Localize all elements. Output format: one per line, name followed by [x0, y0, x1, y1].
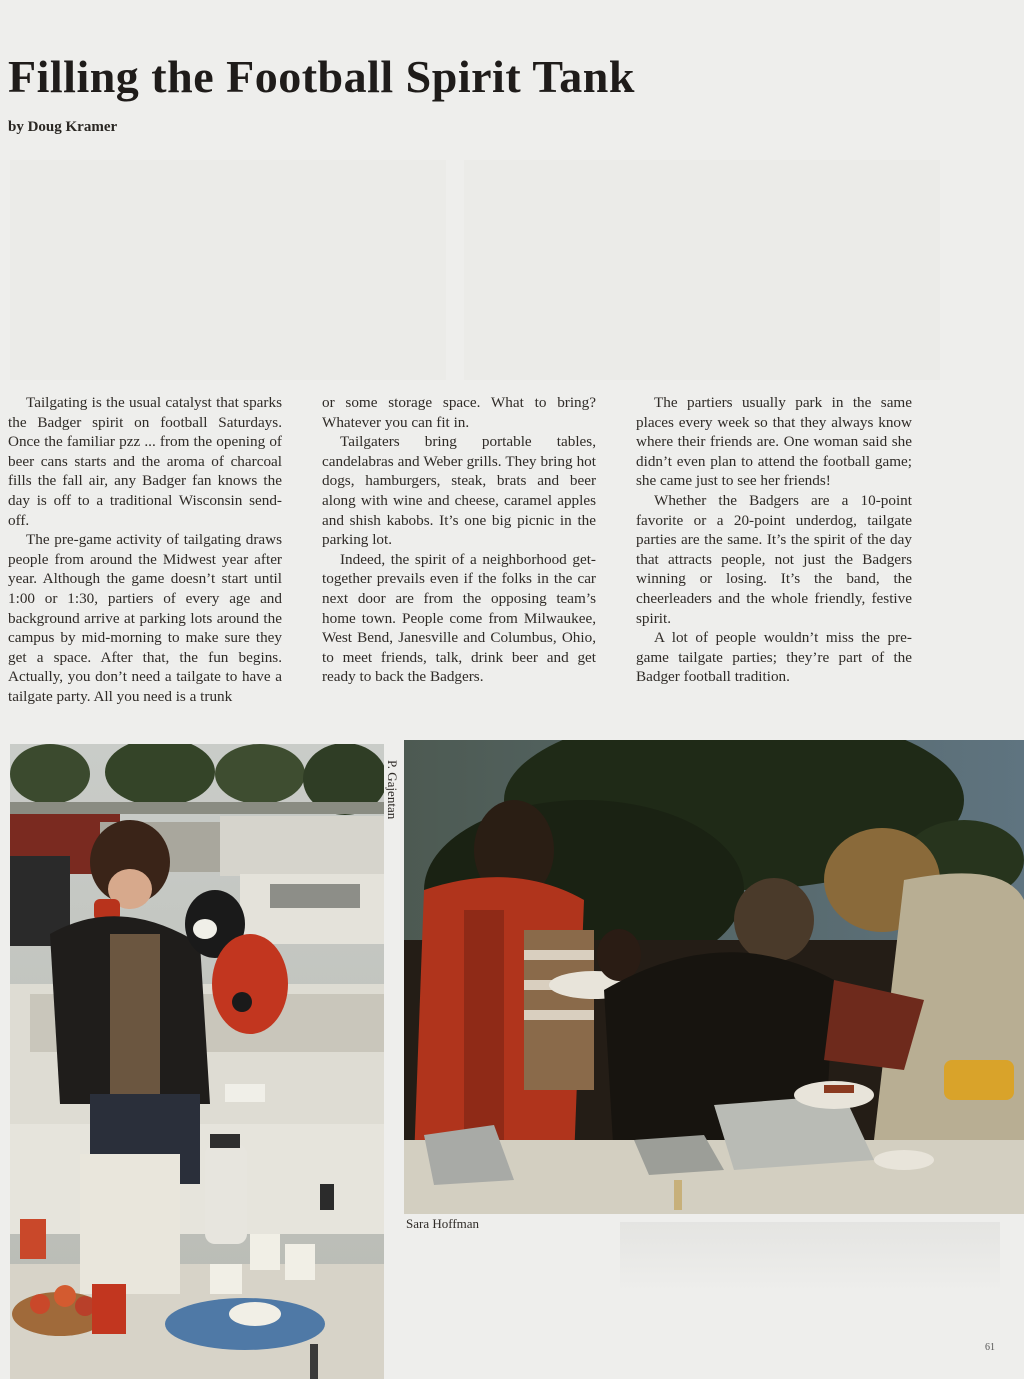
article-title: Filling the Football Spirit Tank — [8, 51, 635, 102]
photo-child-on-tailgate-image — [10, 744, 384, 1379]
paragraph: or some storage space. What to bring? Whatever you can fit in. — [322, 394, 596, 431]
text-column-2 — [322, 393, 596, 687]
photo-credit-left: P. Gajentan — [385, 760, 400, 820]
paragraph: Indeed, the spirit of a neighborhood get-together prevails even if the folks in the car next door are from the opposing team’s home town. People come from Milwaukee, West Bend, Janesville and Columbus, Ohio, to meet friends, talk, drink beer and get ready to back the Badgers. — [322, 550, 596, 686]
show-through-area-right — [464, 160, 940, 380]
show-through-area-left — [10, 160, 446, 380]
byline: by Doug Kramer — [8, 119, 118, 135]
photo-tailgate-buffet — [404, 740, 1024, 1214]
text-column-3 — [636, 393, 912, 687]
paragraph: The pre-game activity of tailgating draws people from around the Midwest year after year. Although the game doesn’t start until 1:00 or 1:30, partiers of every age and background arrive at parking lots around the campus by mid-morning to make sure they get a space. After that, the fun begins. Actually, you don’t need a tailgate to have a tailgate party. All you need is a trunk — [8, 531, 282, 705]
paragraph: Tailgaters bring portable tables, candelabras and Weber grills. They bring hot dogs, hamburgers, steak, brats and beer along with wine and cheese, caramel apples and shish kabobs. It’s one big picnic in the parking lot. — [322, 433, 596, 549]
photo-tailgate-buffet-image — [404, 740, 1024, 1214]
page-number: 61 — [985, 1342, 995, 1353]
photo-credit-right: Sara Hoffman — [406, 1216, 480, 1231]
paragraph: A lot of people wouldn’t miss the pre-game tailgate parties; they’re part of the Badger football tradition. — [636, 629, 912, 686]
show-through-bottom — [620, 1222, 1000, 1292]
text-column-1 — [8, 393, 282, 707]
paragraph: The partiers usually park in the same places every week so that they always know where their friends are. One woman said she didn’t even plan to attend the football game; she came just to see her friends! — [636, 394, 912, 490]
photo-child-on-tailgate — [10, 744, 384, 1379]
paragraph: Whether the Badgers are a 10-point favorite or a 20-point underdog, tailgate parties are the same. It’s the spirit of the day that attracts people, not just the Badgers winning or losing. It’s the band, the cheerleaders and the whole friendly, festive spirit. — [636, 491, 912, 627]
paragraph: Tailgating is the usual catalyst that sparks the Badger spirit on football Saturdays. Once the familiar pzz ... from the opening of beer cans starts and the aroma of charcoal fills the fall air, any Badger fan knows the day is off to a traditional Wisconsin send-off. — [8, 394, 282, 529]
